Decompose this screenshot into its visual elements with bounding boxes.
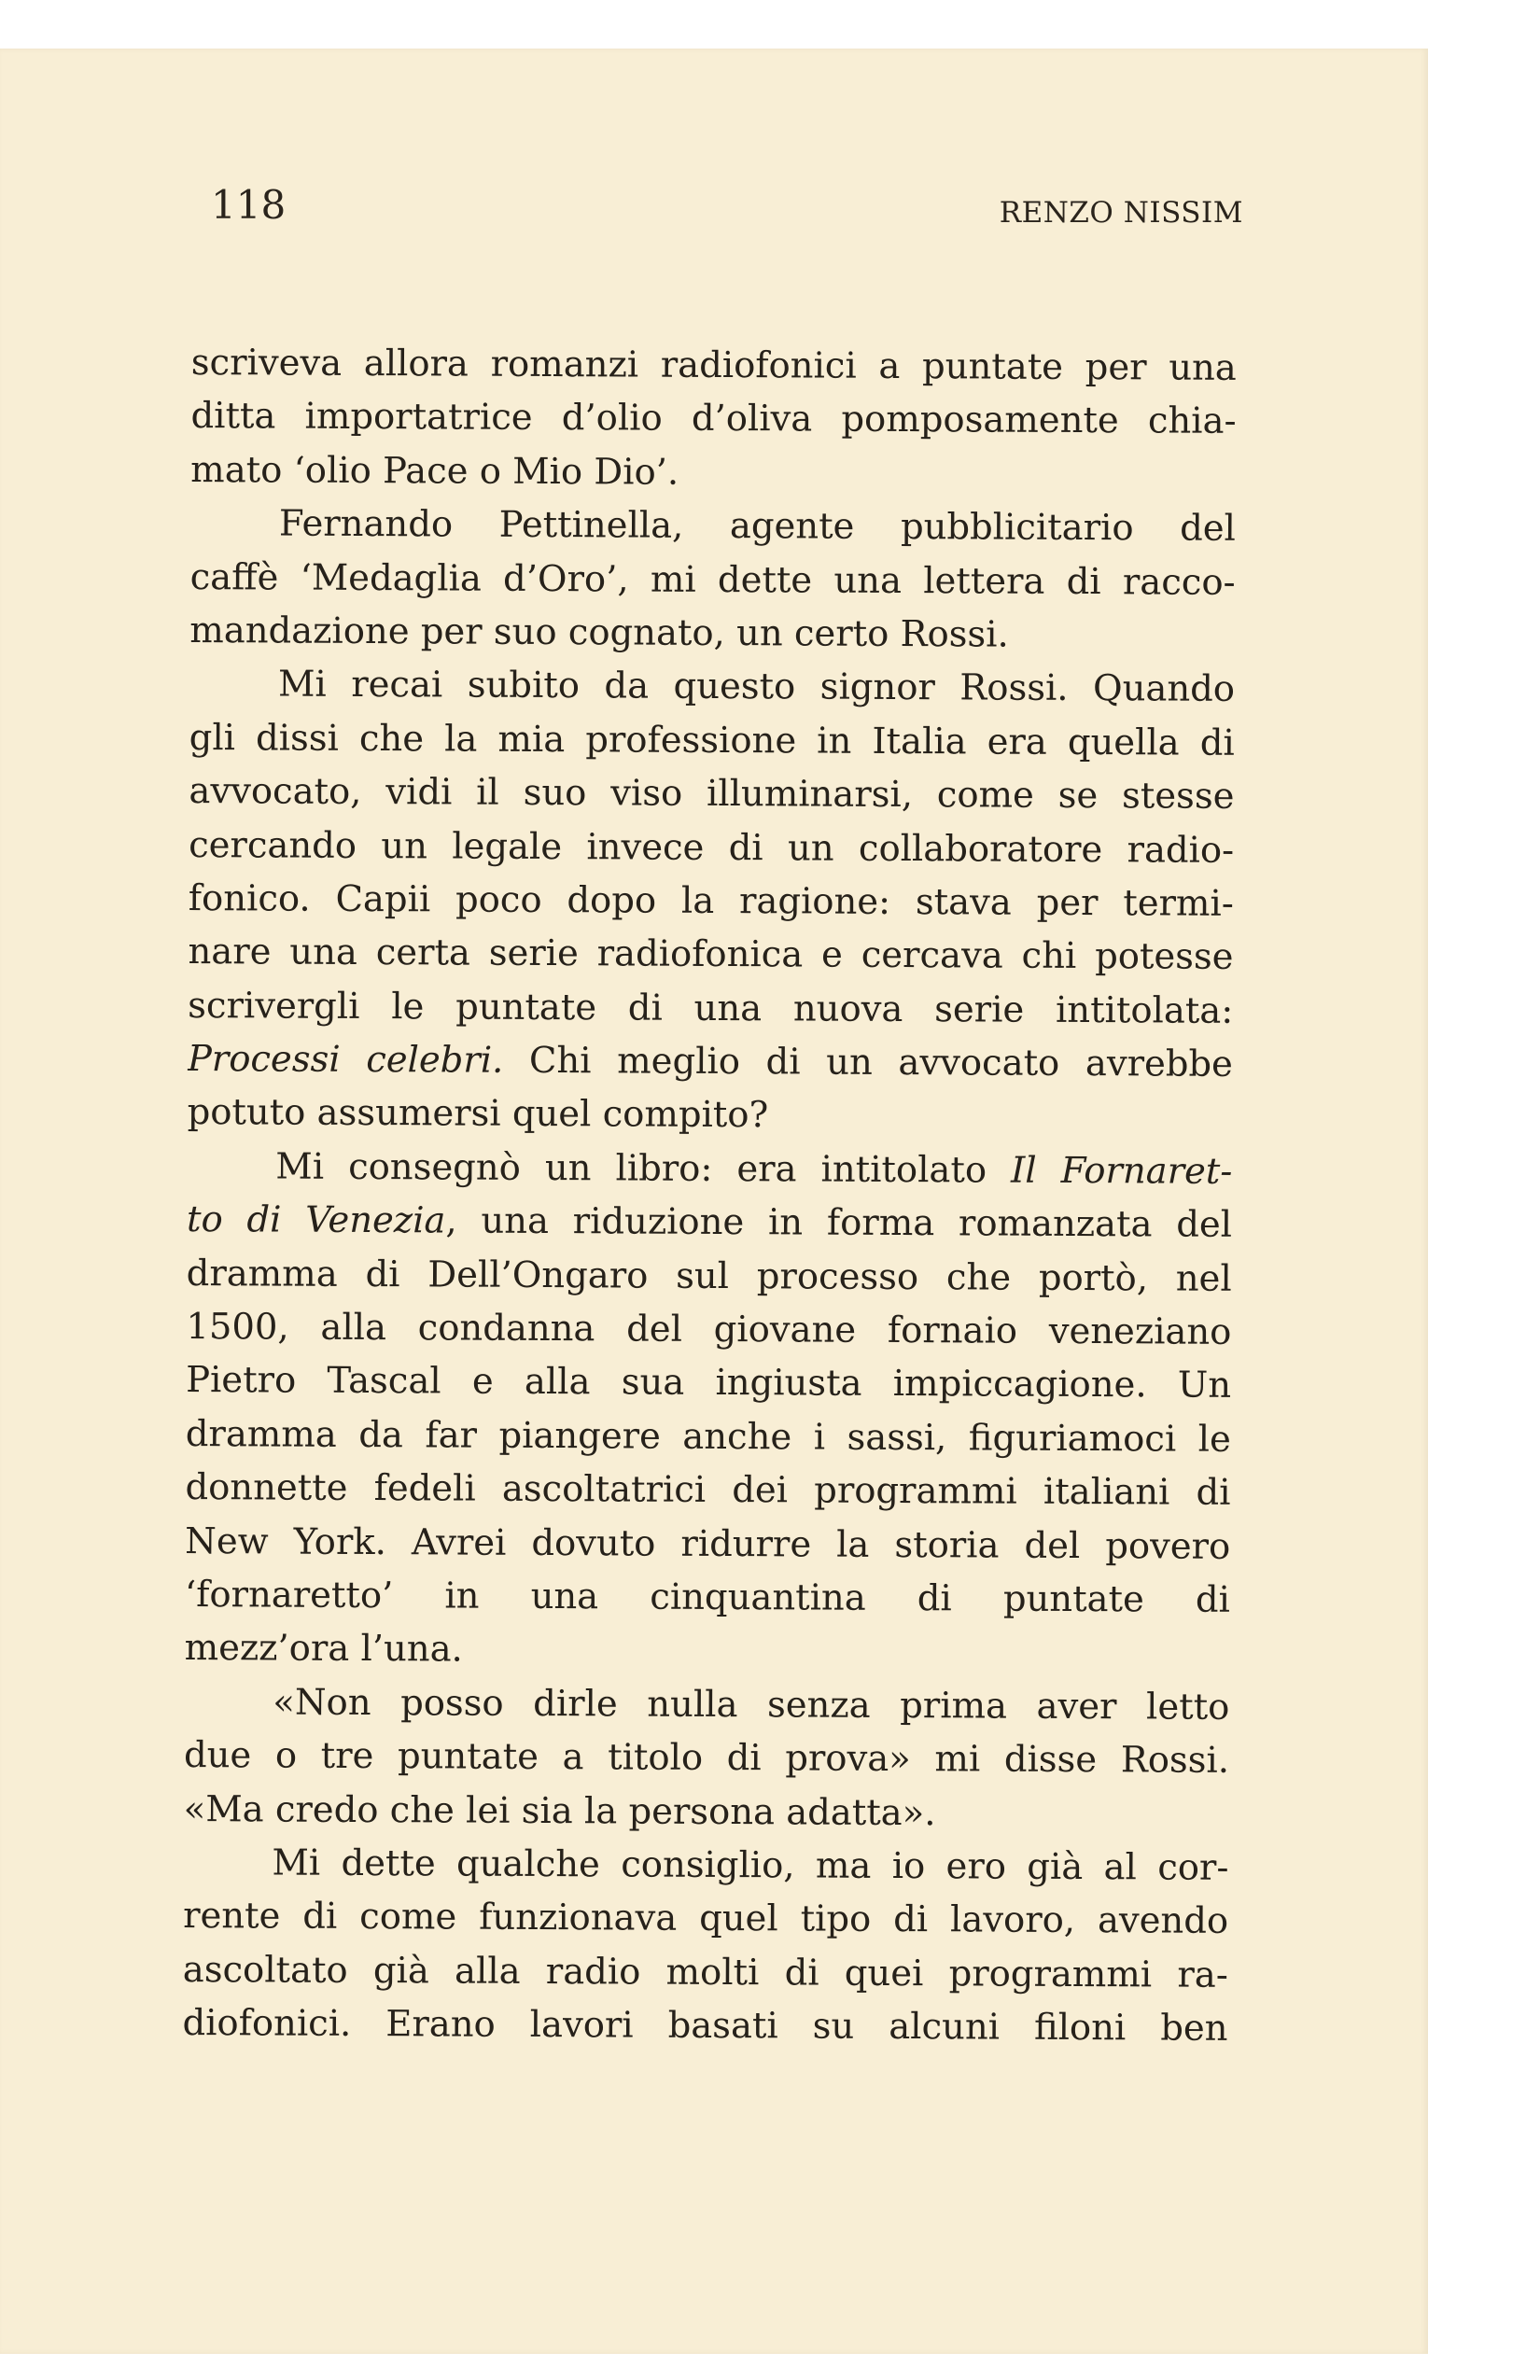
text-line bbox=[189, 711, 1235, 770]
text-line bbox=[190, 497, 1236, 555]
text-line bbox=[189, 551, 1235, 609]
text-line bbox=[189, 764, 1234, 823]
line-text: 1500, alla condanna del giovane fornaio veneziano bbox=[186, 1306, 1232, 1353]
line-text: ditta importatrice d’olio d’oliva pomposamente chia- bbox=[190, 395, 1237, 443]
line-text: cercando un legale invece di un collaboratore radio- bbox=[189, 823, 1235, 872]
line-text: scriveva allora romanzi radiofonici a puntate per una bbox=[190, 341, 1237, 389]
text-line bbox=[187, 1140, 1232, 1198]
text-line bbox=[185, 1461, 1230, 1519]
line-text: mato ‘olio Pace o Mio Dio’. bbox=[190, 448, 679, 494]
line-text: avvocato, vidi il suo viso illuminarsi, come se stesse bbox=[189, 770, 1235, 818]
page-number: 118 bbox=[211, 182, 287, 228]
line-text: dramma da far piangere anche i sassi, figuriamoci le bbox=[185, 1412, 1231, 1461]
line-text: ascoltato già alla radio molti di quei programmi ra- bbox=[182, 1948, 1228, 1996]
text-line bbox=[184, 1621, 1229, 1680]
text-line bbox=[186, 1300, 1231, 1359]
text-line bbox=[186, 1407, 1231, 1466]
text-line bbox=[187, 1193, 1232, 1252]
line-text: Mi recai subito da questo signor Rossi. Quando bbox=[277, 663, 1236, 711]
text-line bbox=[191, 336, 1237, 395]
line-text: nare una certa serie radiofonica e cercava chi potesse bbox=[188, 931, 1234, 979]
line-text: diofonici. Erano lavori basati su alcuni filoni ben bbox=[182, 2002, 1228, 2050]
text-line bbox=[187, 1085, 1232, 1144]
text-line bbox=[183, 1836, 1228, 1895]
line-text: due o tre puntate a titolo di prova» mi disse Rossi. bbox=[183, 1734, 1230, 1782]
text-line bbox=[183, 1889, 1228, 1948]
line-text: scrivergli le puntate di una nuova serie intitolata: bbox=[188, 984, 1234, 1032]
line-text: «Non posso dirle nulla senza prima aver letto bbox=[273, 1681, 1230, 1729]
line-text: Fernando Pettinella, agente pubblicitario del bbox=[278, 502, 1237, 551]
line-text: ‘fornaretto’ in una cinquantina di puntate di bbox=[184, 1573, 1231, 1621]
text-line bbox=[185, 1568, 1230, 1627]
text-line bbox=[189, 657, 1235, 716]
line-text: dramma di Dell’Ongaro sul processo che portò, nel bbox=[186, 1252, 1232, 1300]
line-text: Pietro Tascal e alla sua ingiusta impiccagione. Un bbox=[186, 1359, 1232, 1407]
text-line bbox=[185, 1515, 1230, 1574]
text-line bbox=[184, 1783, 1229, 1841]
text-line bbox=[190, 443, 1236, 502]
line-text: potuto assumersi quel compito? bbox=[187, 1091, 769, 1137]
line-text: fonico. Capii poco dopo la ragione: stava per termi- bbox=[188, 876, 1234, 925]
line-text: «Ma credo che lei sia la persona adatta». bbox=[183, 1787, 936, 1834]
line-text: gli dissi che la mia professione in Italia era quella di bbox=[189, 716, 1235, 764]
line-text: New York. Avrei dovuto ridurre la storia del povero bbox=[185, 1519, 1231, 1568]
italic-title: to di Venezia bbox=[186, 1198, 446, 1242]
line-text: donnette fedeli ascoltatrici dei programmi italiani di bbox=[185, 1466, 1231, 1515]
italic-title: Il Fornaret- bbox=[1011, 1149, 1233, 1193]
text-line bbox=[188, 925, 1233, 984]
page-header bbox=[211, 182, 1243, 257]
text-line bbox=[182, 1996, 1227, 2055]
text-line bbox=[187, 1247, 1232, 1306]
italic-title: Processi celebri. bbox=[187, 1038, 504, 1082]
running-head: RENZO NISSIM bbox=[999, 196, 1243, 230]
line-text: caffè ‘Medaglia d’Oro’, mi dette una lettera di racco- bbox=[189, 555, 1236, 604]
text-line bbox=[189, 604, 1235, 663]
text-line bbox=[184, 1729, 1229, 1787]
text-line bbox=[189, 872, 1234, 931]
line-text: Mi dette qualche consiglio, ma io ero già al cor- bbox=[272, 1841, 1229, 1889]
line-text: mezz’ora l’una. bbox=[184, 1627, 463, 1671]
text-line bbox=[186, 1353, 1231, 1412]
text-line bbox=[189, 819, 1234, 877]
text-line bbox=[188, 979, 1233, 1038]
line-text: , una riduzione in forma romanzata del bbox=[445, 1199, 1233, 1247]
text-line bbox=[183, 1943, 1228, 2002]
line-text: Mi consegnò un libro: era intitolato bbox=[275, 1145, 987, 1192]
line-text: rente di come funzionava quel tipo di lavoro, avendo bbox=[183, 1895, 1229, 1943]
text-line bbox=[184, 1675, 1229, 1734]
body-text bbox=[182, 336, 1237, 2055]
text-line bbox=[188, 1032, 1233, 1091]
text-line bbox=[190, 389, 1236, 448]
line-text: Chi meglio di un avvocato avrebbe bbox=[528, 1039, 1234, 1085]
line-text: mandazione per suo cognato, un certo Rossi. bbox=[189, 609, 1009, 656]
